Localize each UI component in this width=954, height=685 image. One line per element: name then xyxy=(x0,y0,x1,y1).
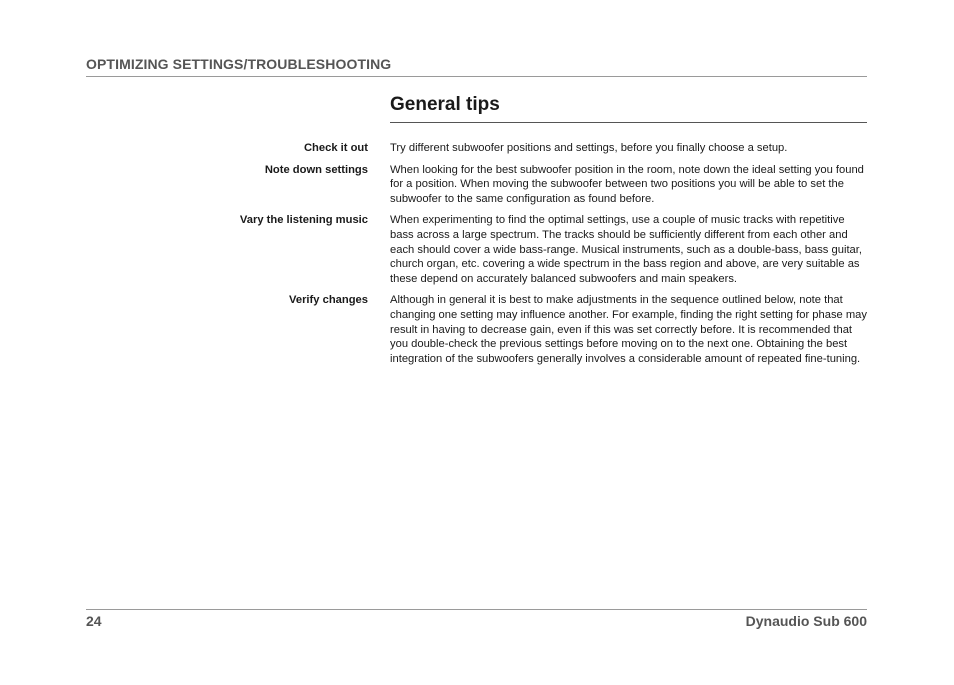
page-title: General tips xyxy=(390,94,500,115)
tip-item xyxy=(86,163,867,207)
tip-item xyxy=(86,213,867,286)
tip-label: Verify changes xyxy=(289,294,368,307)
tip-text: Although in general it is best to make adjustments in the sequence outlined below, note that changing one setting may influence another. For example, finding the right setting for phase may result in having to decrease gain, even if this was set correctly before. It is recommended that you double-check the previous settings before moving on to the next one. Obtaining the best integration of the subwoofers generally involves a considerable amount of repeated fine-tuning. xyxy=(390,294,867,365)
tip-item xyxy=(86,141,867,156)
tip-text: Try different subwoofer positions and settings, before you finally choose a setup. xyxy=(390,142,788,154)
tip-label: Check it out xyxy=(303,142,368,154)
tip-item xyxy=(86,293,867,366)
tip-label: Vary the listening music xyxy=(239,214,368,227)
tip-label: Note down settings xyxy=(264,163,368,176)
product-name: Dynaudio Sub 600 xyxy=(745,613,867,629)
tips-list xyxy=(86,141,867,373)
tip-text: When looking for the best subwoofer position in the room, note down the ideal setting you found for a position. When moving the subwoofer between two positions you will be able to set the subwoofer to the same configuration as found before. xyxy=(390,163,864,205)
tip-text: When experimenting to find the optimal settings, use a couple of music tracks with repetitive bass across a large spectrum. The tracks should be sufficiently different from each other and each should cover a wide bass-range. Musical instruments, such as a double-bass, bass guitar, church organ, etc. covering a wide spectrum in the bass region and above, are very suitable as these depend on accurately balanced subwoofers and main speakers. xyxy=(390,214,862,285)
footer-divider xyxy=(86,609,867,610)
running-header: OPTIMIZING SETTINGS/TROUBLESHOOTING xyxy=(86,56,392,72)
page-number: 24 xyxy=(86,613,102,629)
header-divider xyxy=(86,76,867,77)
title-divider xyxy=(390,122,867,123)
